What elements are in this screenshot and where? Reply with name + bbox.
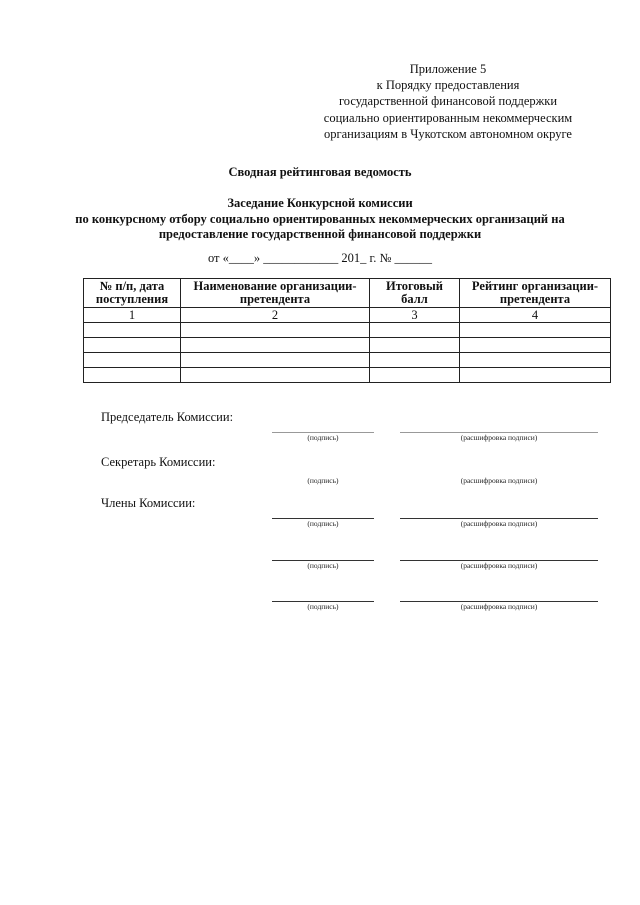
date-number-line: от «____» ____________ 201_ г. № ______: [207, 251, 433, 265]
session-heading: [0, 196, 640, 243]
session-line: по конкурсному отбору социально ориентированных некоммерческих организаций на: [75, 211, 565, 226]
appendix-line: государственной финансовой поддержки: [338, 94, 558, 109]
table-row: [84, 323, 611, 338]
table-cell: 1: [84, 308, 181, 323]
signature-caption: (подпись): [307, 433, 339, 442]
decryption-caption: (расшифровка подписи): [460, 476, 538, 485]
table-cell: [84, 338, 181, 353]
table-row: [84, 368, 611, 383]
document-title: Сводная рейтинговая ведомость: [228, 165, 412, 179]
table-cell: 3: [370, 308, 460, 323]
table-cell: [84, 368, 181, 383]
signature-caption: (подпись): [307, 476, 339, 485]
table-cell: [370, 338, 460, 353]
session-line: Заседание Конкурсной комиссии: [227, 196, 413, 210]
table-cell: [460, 323, 611, 338]
table-cell: [84, 323, 181, 338]
rating-table: [83, 278, 611, 383]
table-header-row: [84, 279, 611, 308]
header-total-score: [370, 279, 460, 308]
table-cell: [460, 368, 611, 383]
signature-caption: (подпись): [307, 602, 339, 611]
decryption-caption: (расшифровка подписи): [460, 561, 538, 570]
header-text: балл: [401, 292, 428, 306]
table-cell: [181, 323, 370, 338]
header-text: претендента: [499, 292, 571, 306]
header-text: Наименование организации-: [193, 278, 357, 293]
table-row: [84, 338, 611, 353]
table-cell: [84, 353, 181, 368]
header-text: Итоговый: [386, 278, 443, 293]
table-cell: 4: [460, 308, 611, 323]
decryption-caption: (расшифровка подписи): [460, 433, 538, 442]
header-rating: [460, 279, 611, 308]
header-text: Рейтинг организации-: [471, 278, 599, 293]
header-text: поступления: [95, 292, 169, 306]
decryption-caption: (расшифровка подписи): [460, 519, 538, 528]
table-row: [84, 353, 611, 368]
table-cell: [181, 338, 370, 353]
table-numbering-row: [84, 308, 611, 323]
appendix-line: к Порядку предоставления: [376, 78, 520, 93]
decryption-caption: (расшифровка подписи): [460, 602, 538, 611]
members-label: Члены Комиссии:: [101, 496, 196, 510]
signature-caption: (подпись): [307, 561, 339, 570]
table-cell: [181, 368, 370, 383]
table-cell: [370, 353, 460, 368]
signature-caption: (подпись): [307, 519, 339, 528]
secretary-label: Секретарь Комиссии:: [101, 455, 216, 469]
appendix-line: социально ориентированным некоммерческим: [323, 110, 573, 125]
table-cell: 2: [181, 308, 370, 323]
table-cell: [370, 368, 460, 383]
table-cell: [181, 353, 370, 368]
header-number-date: [84, 279, 181, 308]
chairman-label: Председатель Комиссии:: [101, 410, 234, 424]
appendix-line: организациям в Чукотском автономном округе: [324, 126, 572, 141]
header-text: № п/п, дата: [99, 278, 165, 293]
appendix-header: [298, 61, 598, 142]
table-cell: [370, 323, 460, 338]
table-cell: [460, 353, 611, 368]
appendix-line: Приложение 5: [409, 62, 487, 76]
session-line: предоставление государственной финансовой поддержки: [158, 227, 482, 241]
header-text: претендента: [239, 292, 311, 306]
header-organization-name: [181, 279, 370, 308]
table-cell: [460, 338, 611, 353]
